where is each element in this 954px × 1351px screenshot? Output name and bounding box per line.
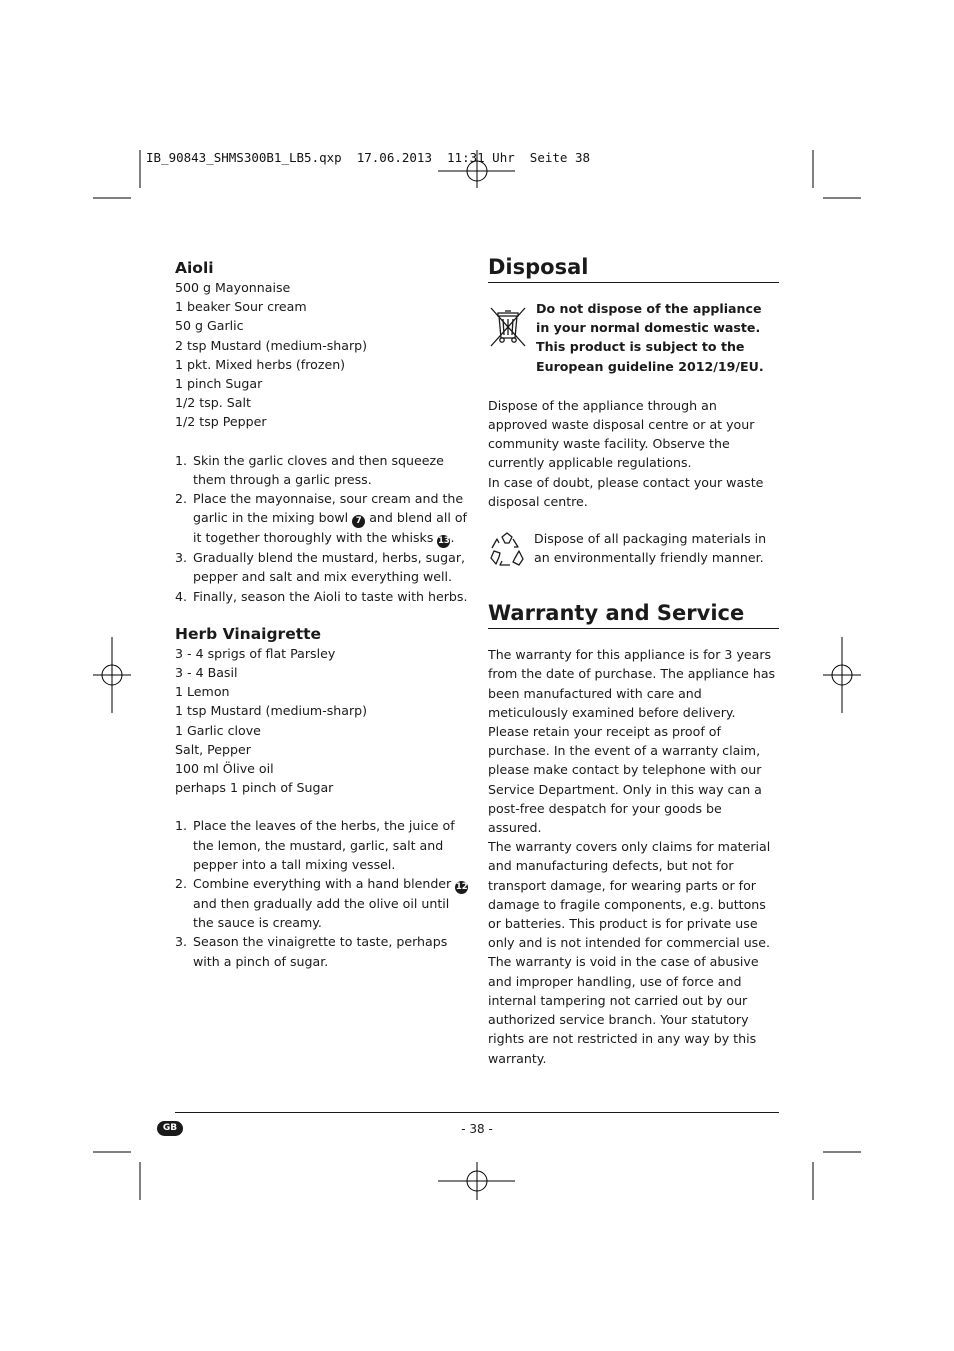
footer-rule bbox=[175, 1112, 779, 1113]
ingredient: 1/2 tsp. Salt bbox=[175, 395, 251, 411]
disposal-warning-text: Do not dispose of the appliance in your normal domestic waste. This product is subject to the European guideline 2012/19/EU. bbox=[536, 301, 764, 374]
ingredient: 1/2 tsp Pepper bbox=[175, 414, 267, 430]
step-item: 3. Season the vinaigrette to taste, perhaps with a pinch of sugar. bbox=[175, 934, 448, 969]
part-reference-badge: 13 bbox=[438, 536, 450, 547]
ingredient: perhaps 1 pinch of Sugar bbox=[175, 780, 334, 796]
ingredient: 1 Garlic clove bbox=[175, 722, 261, 738]
aioli-steps bbox=[175, 451, 470, 606]
step-item: 2. Combine everything with a hand blender 12 and then gradually add the olive oil until the sauce is creamy. bbox=[175, 876, 468, 931]
step-item: 1. Place the leaves of the herbs, the juice of the lemon, the mustard, garlic, salt and pepper into a tall mixing vessel. bbox=[175, 818, 455, 872]
disposal-paragraph: Dispose of the appliance through an approved waste disposal centre or at your community waste facility. Observe the currently applicable regulations. bbox=[488, 397, 755, 471]
page-number: - 38 - bbox=[461, 1122, 493, 1136]
warranty-paragraph: The warranty for this appliance is for 3 years from the date of purchase. The appliance has been manufactured with care and meticulously examined before delivery. bbox=[488, 647, 776, 720]
vinaigrette-steps bbox=[175, 816, 470, 970]
recycle-icon bbox=[488, 531, 526, 569]
warranty-paragraph: The warranty covers only claims for material and manufacturing defects, but not for transport damage, for wearing parts or for damage to fragile components, e.g. buttons or batteries. This product is for private use only and is not intended for commercial use. bbox=[488, 839, 771, 951]
info-column bbox=[488, 254, 779, 1068]
ingredient: 50 g Garlic bbox=[175, 318, 244, 334]
ingredient: 1 pinch Sugar bbox=[175, 376, 263, 392]
vinaigrette-ingredients bbox=[175, 644, 470, 798]
step-item: 2. Place the mayonnaise, sour cream and the garlic in the mixing bowl 7 and blend all of it together thoroughly with the whisks 13. bbox=[175, 491, 467, 547]
ingredient: 1 tsp Mustard (medium-sharp) bbox=[175, 703, 368, 719]
file-slug: IB_90843_SHMS300B1_LB5.qxp 17.06.2013 11:31 Uhr Seite 38 bbox=[146, 150, 591, 165]
packaging-note bbox=[488, 529, 779, 574]
warranty-heading: Warranty and Service bbox=[488, 600, 779, 629]
aioli-ingredients bbox=[175, 278, 470, 432]
ingredient: 1 beaker Sour cream bbox=[175, 299, 307, 315]
ingredient: 100 ml Ölive oil bbox=[175, 761, 274, 777]
warranty-paragraph: The warranty is void in the case of abusive and improper handling, use of force and internal tampering not carried out by our authorized service branch. Your statutory rights are not restricted in any way by this warranty. bbox=[488, 954, 759, 1066]
step-item: 3. Gradually blend the mustard, herbs, sugar, pepper and salt and mix everything well. bbox=[175, 550, 466, 585]
disposal-warning bbox=[488, 299, 779, 376]
ingredient: 1 pkt. Mixed herbs (frozen) bbox=[175, 356, 346, 372]
crossed-out-bin-icon bbox=[488, 305, 528, 349]
disposal-paragraph: In case of doubt, please contact your waste disposal centre. bbox=[488, 474, 764, 509]
country-badge: GB bbox=[157, 1121, 183, 1136]
recipes-column bbox=[175, 258, 470, 971]
aioli-title: Aioli bbox=[175, 259, 214, 277]
warranty-paragraph: Please retain your receipt as proof of purchase. In the event of a warranty claim, please make contact by telephone with our Service Department. Only in this way can a post-free despatch for your goods be assured. bbox=[488, 724, 762, 836]
step-item: 1. Skin the garlic cloves and then squeeze them through a garlic press. bbox=[175, 452, 444, 487]
ingredient: 3 - 4 sprigs of flat Parsley bbox=[175, 645, 336, 661]
part-reference-badge: 7 bbox=[352, 515, 365, 528]
vinaigrette-title: Herb Vinaigrette bbox=[175, 624, 322, 643]
ingredient: Salt, Pepper bbox=[175, 741, 251, 757]
packaging-note-text: Dispose of all packaging materials in an environmentally friendly manner. bbox=[534, 531, 767, 566]
ingredient: 2 tsp Mustard (medium-sharp) bbox=[175, 337, 368, 353]
part-reference-badge: 12 bbox=[455, 882, 468, 893]
ingredient: 3 - 4 Basil bbox=[175, 665, 238, 681]
ingredient: 500 g Mayonnaise bbox=[175, 280, 291, 295]
ingredient: 1 Lemon bbox=[175, 684, 230, 700]
disposal-heading: Disposal bbox=[488, 254, 779, 283]
step-item: 4. Finally, season the Aioli to taste with herbs. bbox=[175, 588, 468, 604]
